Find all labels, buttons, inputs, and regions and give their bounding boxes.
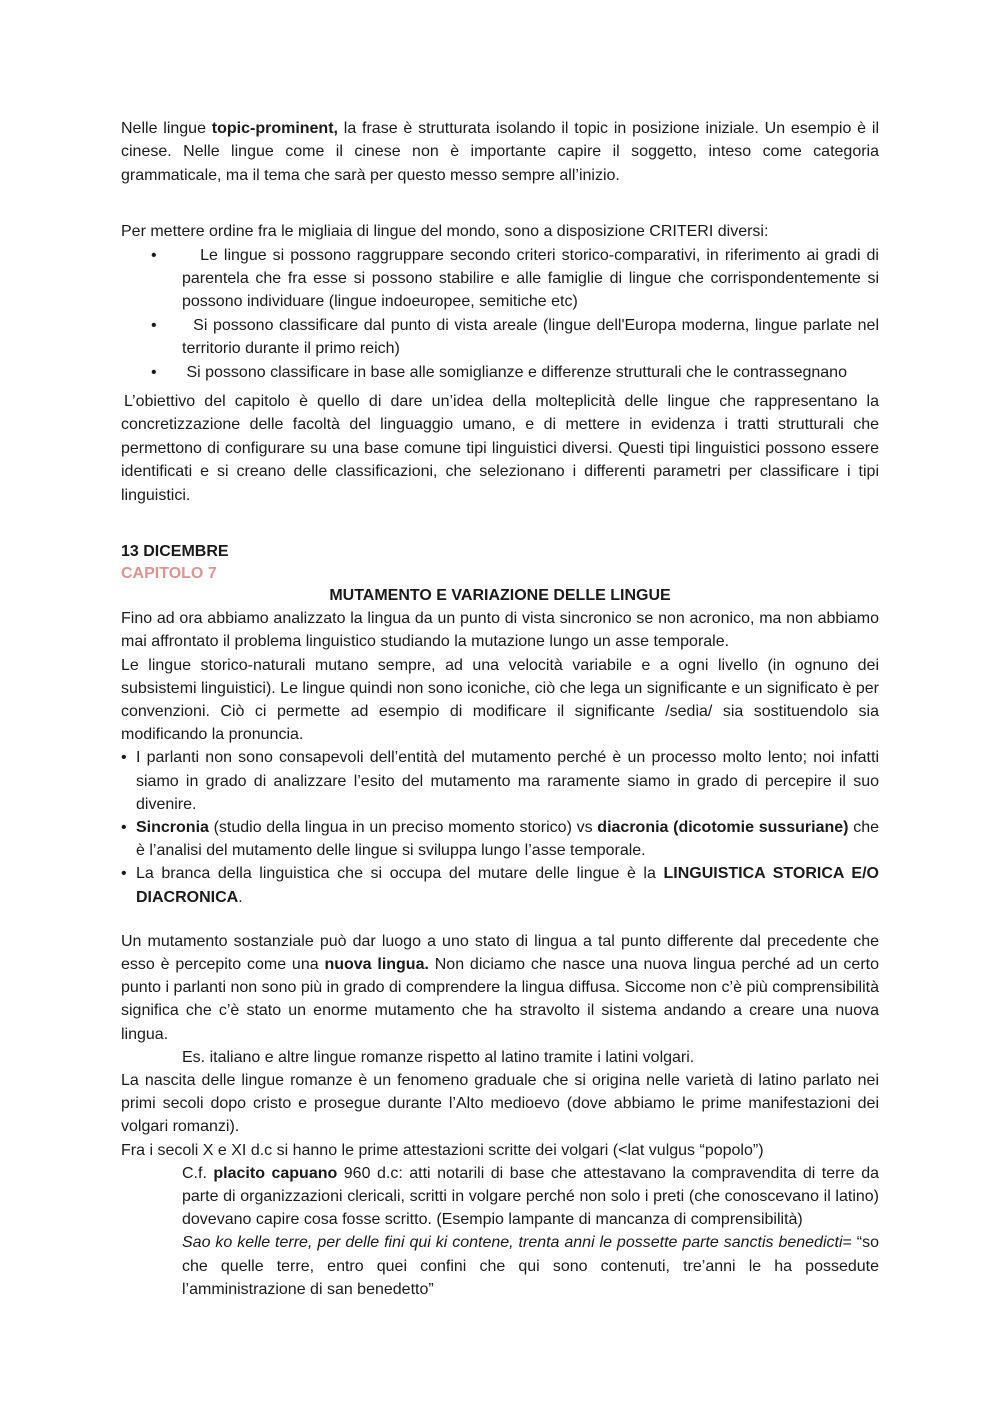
list-item-text: Si possono classificare dal punto di vista areale (lingue dell'Europa moderna, lingue parlate nel territorio durante il primo reich): [182, 316, 880, 358]
date-heading: 13 DICEMBRE: [121, 543, 229, 561]
placito-capuano-note: [121, 1162, 879, 1232]
document-page: [121, 117, 879, 1301]
paragraph-lingue-storico-naturali: Le lingue storico-naturali mutano sempre, ad una velocità variabile e a ogni livello (in ognuno dei subsistemi linguistici). Le lingue quindi non sono iconiche, ciò che lega un significante e un significato è per convenzioni. Ciò ci permette ad esempio di modificare il significante /sedia/ sia sostituendolo sia modificando la pronuncia.: [121, 656, 879, 744]
spacer: [121, 187, 879, 220]
bold-term: LINGUISTICA STORICA E/O DIACRONICA: [136, 865, 879, 906]
paragraph-criteri: Per mettere ordine fra le migliaia di lingue del mondo, sono a disposizione CRITERI diversi:: [121, 223, 769, 241]
spacer: [121, 909, 879, 930]
bold-term: Sincronia: [136, 818, 209, 836]
text-span: che è l’analisi del mutamento delle lingue si sviluppa lungo l’asse temporale.: [136, 818, 879, 860]
list-item-text: Si possono classificare in base alle somiglianze e differenze strutturali che le contrassegnano: [186, 363, 847, 381]
mutamento-list: [121, 746, 879, 908]
list-item: [121, 746, 879, 816]
list-item: [121, 862, 879, 908]
bold-term: diacronia (dicotomie sussuriane): [597, 818, 849, 836]
bullet-icon: •: [121, 865, 127, 883]
placito-quote: [121, 1231, 879, 1301]
bold-term: placito capuano: [213, 1164, 338, 1182]
example-line: Es. italiano e altre lingue romanze rispetto al latino tramite i latini volgari.: [182, 1048, 695, 1066]
paragraph-intro-mutamento: Fino ad ora abbiamo analizzato la lingua da un punto di vista sincronico se non acronico, ma non abbiamo mai affrontato il problema linguistico studiando la mutazione lungo un asse temporale.: [121, 610, 879, 651]
text-span: (studio della lingua in un preciso momento storico) vs: [208, 818, 598, 836]
bold-term: nuova lingua.: [324, 955, 429, 973]
paragraph-attestazioni: Fra i secoli X e XI d.c si hanno le prime attestazioni scritte dei volgari (<lat vulgus “popolo”): [121, 1141, 764, 1159]
italic-quote: Sao ko kelle terre, per delle fini qui ki contene, trenta anni le possette parte sanctis benedicti: [182, 1234, 843, 1252]
bullet-icon: •: [151, 363, 157, 381]
bullet-icon: •: [151, 246, 157, 264]
bullet-icon: •: [121, 818, 127, 836]
section-title: MUTAMENTO E VARIAZIONE DELLE LINGUE: [329, 587, 671, 605]
text-span: Un mutamento sostanziale può dar luogo a uno stato di lingua a tal punto differente dal precedente che esso è percepito come una: [121, 932, 879, 973]
bullet-icon: •: [121, 749, 127, 767]
bullet-icon: •: [151, 316, 157, 334]
text-span: Nelle lingue: [121, 120, 212, 137]
list-item: [121, 816, 879, 862]
chapter-heading: CAPITOLO 7: [121, 565, 217, 583]
text-span: .: [238, 888, 243, 906]
list-item: [121, 244, 879, 314]
list-item: [121, 314, 879, 361]
text-span: la frase è strutturata isolando il topic in posizione iniziale. Un esempio è il cinese. Nelle lingue come il cinese non è importante capire il soggetto, inteso come categoria grammaticale, ma il tema che sarà per questo messo sempre all’inizio.: [121, 120, 879, 184]
text-span: Non diciamo che nasce una nuova lingua perché ad un certo punto i parlanti non sono più in grado di comprendere la lingua diffusa. Siccome non c’è più comprensibilità significa che c’è stato un enorme mutamento che ha stravolto il sistema andando a creare una nuova lingua.: [121, 955, 880, 1043]
list-item-text: Le lingue si possono raggruppare secondo criteri storico-comparativi, in riferimento ai gradi di parentela che fra esse si possono stabilire e alle famiglie di lingue che corrispondentemente si possono individuare (lingue indoeuropee, semitiche etc): [182, 246, 879, 311]
bold-term: topic-prominent,: [211, 120, 338, 137]
text-span: C.f.: [182, 1164, 214, 1182]
text-span: = “so che quelle terre, entro quei confini che qui sono contenuti, tre’anni le ha possedute l’amministrazione di san benedetto”: [182, 1234, 880, 1298]
list-item: [121, 361, 879, 384]
paragraph-lingue-romanze: La nascita delle lingue romanze è un fenomeno graduale che si origina nelle varietà di latino parlato nei primi secoli dopo cristo e prosegue durante l’Alto medioevo (dove abbiamo le prime manifestazioni dei volgari romanzi).: [121, 1071, 879, 1136]
paragraph-topic-prominent: [121, 117, 879, 187]
criteria-list: [121, 244, 879, 384]
text-span: 960 d.c: atti notarili di base che attestavano la compravendita di terre da parte di organizzazioni clericali, scritti in volgare perché non solo i preti (che conoscevano il latino) dovevano capire cosa fosse scritto. (Esempio lampante di mancanza di comprensibilità): [182, 1164, 880, 1229]
paragraph-obiettivo: L’obiettivo del capitolo è quello di dare un’idea della molteplicità delle lingue che rappresentano la concretizzazione delle facoltà del linguaggio umano, e di mettere in evidenza i tratti strutturali che permettono di configurare su una base comune tipi linguistici diversi. Questi tipi linguistici possono essere identificati e si creano delle classificazioni, che selezionano i differenti parametri per classificare i tipi linguistici.: [121, 393, 879, 504]
list-item-text: I parlanti non sono consapevoli dell’entità del mutamento perché è un processo molto lento; noi infatti siamo in grado di analizzare l’esito del mutamento ma raramente siamo in grado di percepire il suo divenire.: [136, 749, 879, 813]
paragraph-nuova-lingua: [121, 930, 879, 1046]
spacer: [121, 507, 879, 541]
text-span: La branca della linguistica che si occupa del mutare delle lingue è la: [136, 865, 664, 883]
